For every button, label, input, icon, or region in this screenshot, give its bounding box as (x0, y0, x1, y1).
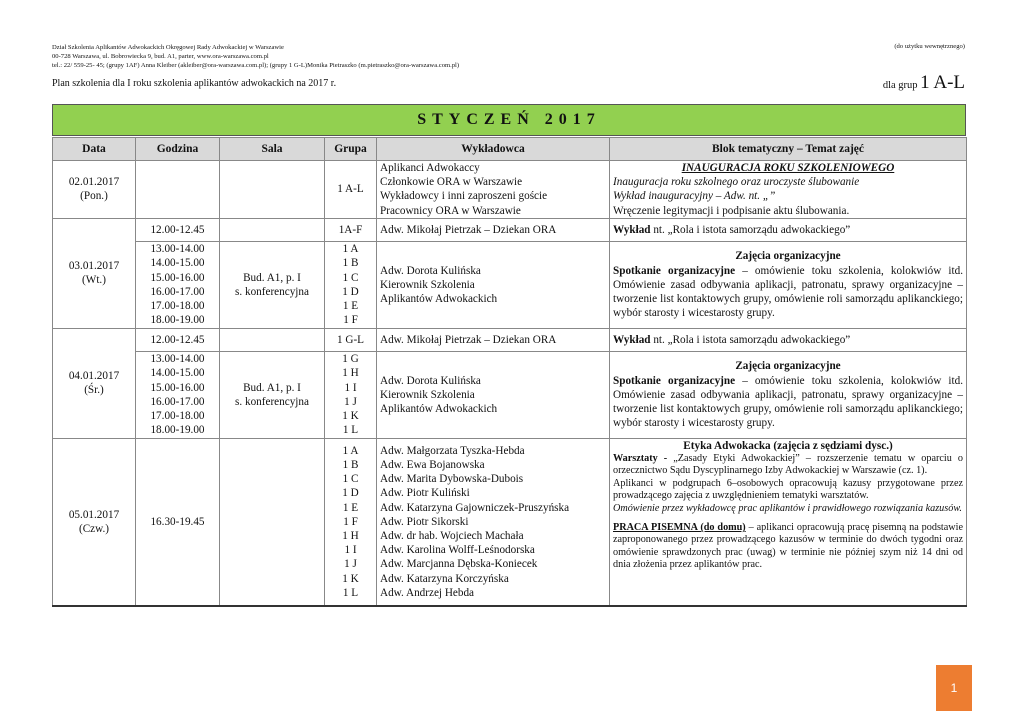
date-value: 03.01.2017 (68, 260, 120, 273)
topic-cell (610, 241, 967, 328)
group-cell: 1 A-L (325, 161, 377, 219)
topic-cell (610, 438, 967, 606)
lecturer-line: Kierownik Szkolenia (380, 388, 475, 401)
group-item: 1 B (342, 458, 359, 471)
group-cell (325, 241, 377, 328)
topic-bold: Wykład (613, 223, 651, 236)
group-item: 1 A (342, 444, 359, 457)
group-item: 1 J (344, 558, 357, 571)
lecturer-line: Adw. Karolina Wolff-Leśnodorska (380, 544, 535, 557)
room-cell (220, 328, 325, 351)
lecturer-cell (377, 438, 610, 606)
group-item: 1 F (343, 515, 358, 528)
lecturer-line: Adw. Katarzyna Gajowniczek-Pruszyńska (380, 501, 570, 514)
time-slot: 15.00-16.00 (150, 271, 205, 284)
topic-bold: Spotkanie organizacyjne (613, 264, 736, 277)
written-paper-label: PRACA PISEMNA (do domu) (613, 522, 746, 534)
group-item: 1 K (342, 572, 359, 585)
lecturer-line: Pracownicy ORA w Warszawie (380, 204, 521, 217)
weekday-value: (Czw.) (78, 522, 110, 535)
group-item: 1 K (342, 410, 359, 423)
lecturer-line: Adw. Marita Dybowska-Dubois (380, 473, 524, 486)
table-row (53, 351, 967, 438)
group-item: 1 L (342, 586, 359, 599)
topic-cell (610, 351, 967, 438)
col-header-room: Sala (220, 138, 325, 161)
lecturer-line: Adw. Piotr Kuliński (380, 487, 470, 500)
lecturer-line: Adw. Dorota Kulińska (380, 264, 481, 277)
room-cell (220, 438, 325, 606)
group-item: 1 A (342, 243, 359, 256)
col-header-group: Grupa (325, 138, 377, 161)
room-line: Bud. A1, p. I (243, 271, 301, 284)
schedule-table (52, 137, 967, 607)
groups-label (883, 72, 965, 94)
time-cell (136, 161, 220, 219)
lecturer-line: Adw. dr hab. Wojciech Machała (380, 529, 524, 542)
time-cell: 16.30-19.45 (136, 438, 220, 606)
room-line: s. konferencyjna (235, 395, 309, 408)
topic-text: nt. „Rola i istota samorządu adwokackiego” (650, 223, 851, 236)
lecturer-cell (377, 351, 610, 438)
topic-line: Inauguracja roku szkolnego oraz uroczyste ślubowanie (613, 176, 860, 189)
lecturer-line: Adw. Piotr Sikorski (380, 515, 469, 528)
lecturer-line: Kierownik Szkolenia (380, 278, 475, 291)
workshop-paragraph (613, 453, 963, 478)
time-slot: 14.00-15.00 (150, 367, 205, 380)
room-line: s. konferencyjna (235, 285, 309, 298)
topic-line: Wręczenie legitymacji i podpisanie aktu ślubowania. (613, 204, 850, 217)
lecturer-line: Aplikantów Adwokackich (380, 292, 498, 305)
topic-cell (610, 328, 967, 351)
paragraph-spacer (613, 515, 963, 522)
date-cell (53, 161, 136, 219)
time-cell (136, 241, 220, 328)
lecturer-line: Adw. Ewa Bojanowska (380, 458, 485, 471)
topic-cell (610, 218, 967, 241)
plan-title: Plan szkolenia dla I roku szkolenia aplikantów adwokackich na 2017 r. (52, 78, 337, 89)
weekday-value: (Śr.) (84, 384, 104, 397)
lecturer-line: Adw. Andrzej Hebda (380, 586, 475, 599)
topic-cell (610, 161, 967, 219)
table-header-row (53, 138, 967, 161)
lecturer-line: Wykładowcy i inni zaproszeni goście (380, 190, 548, 203)
group-item: 1 D (342, 487, 359, 500)
table-row (53, 161, 967, 219)
topic-text: – omówienie toku szkolenia, kolokwiów itd. Omówienie zasad odbywania aplikacji, patronatu, sprawy organizacyjne – tworzenie list kontaktowych grupy, omówienie roli samorządu aplikanckiego; wybór starosty i wicestarosty grupy. (613, 374, 963, 430)
internal-use-note: (do użytku wewnętrznego) (894, 43, 965, 50)
group-item: 1 L (342, 424, 359, 437)
group-item: 1 F (343, 314, 358, 327)
group-cell: 1A-F (325, 218, 377, 241)
date-value: 04.01.2017 (68, 370, 120, 383)
topic-bold: Spotkanie organizacyjne (613, 374, 736, 387)
header-line-1: Dział Szkolenia Aplikantów Adwokackich Okręgowej Rady Adwokackiej w Warszawie (52, 44, 284, 51)
topic-bold: Wykład (613, 333, 651, 346)
workshop-label: Warsztaty - (613, 453, 668, 465)
page-number: 1 (936, 665, 972, 711)
topic-text: nt. „Rola i istota samorządu adwokackiego” (650, 333, 851, 346)
table-row (53, 241, 967, 328)
weekday-value: (Pon.) (80, 190, 108, 203)
group-item: 1 D (342, 285, 359, 298)
month-banner: STYCZEŃ 2017 (52, 104, 966, 136)
lecturer-line: Adw. Małgorzata Tyszka-Hebda (380, 444, 525, 457)
table-row (53, 328, 967, 351)
group-item: 1 B (342, 257, 359, 270)
time-slot: 18.00-19.00 (150, 314, 205, 327)
group-item: 1 H (342, 529, 359, 542)
lecturer-cell (377, 161, 610, 219)
group-item: 1 G (342, 353, 359, 366)
lecturer-line: Adw. Marcjanna Dębska-Koniecek (380, 558, 538, 571)
topic-paragraph (613, 264, 963, 321)
topic-title: INAUGURACJA ROKU SZKOLENIOWEGO (681, 162, 895, 174)
group-cell: 1 G-L (325, 328, 377, 351)
table-row (53, 218, 967, 241)
room-cell (220, 218, 325, 241)
group-cell (325, 438, 377, 606)
topic-line: Wykład inauguracyjny – Adw. nt. „” (613, 190, 776, 203)
topic-text: – omówienie toku szkolenia, kolokwiów itd. Omówienie zasad odbywania aplikacji, patronatu, sprawy organizacyjne – tworzenie list kontaktowych grupy, omówienie roli samorządu aplikanckiego; wybór starosty i wicestarosty grupy. (613, 264, 963, 320)
lecturer-line: Aplikanci Adwokaccy (380, 162, 480, 174)
table-row (53, 438, 967, 606)
time-slot: 15.00-16.00 (150, 381, 205, 394)
lecturer-line: Członkowie ORA w Warszawie (380, 176, 523, 189)
col-header-time: Godzina (136, 138, 220, 161)
lecturer-line: Aplikantów Adwokackich (380, 402, 498, 415)
groups-prefix: dla grup (882, 80, 918, 91)
room-cell (220, 351, 325, 438)
lecturer-cell (377, 241, 610, 328)
lecturer-line: Adw. Katarzyna Korczyńska (380, 572, 509, 585)
date-value: 05.01.2017 (68, 508, 120, 521)
group-item: 1 E (342, 300, 359, 313)
topic-paragraph: Aplikanci w podgrupach 6–osobowych opracowują kazusy przygotowane przez prowadzącego zajęcia z uwzględnieniem tematyki warsztatów. (613, 477, 963, 502)
group-item: 1 I (344, 544, 357, 557)
col-header-date: Data (53, 138, 136, 161)
group-cell (325, 351, 377, 438)
header-line-2: 00-728 Warszawa, ul. Bobrowiecka 9, bud. A1, parter, www.ora-warszawa.com.pl (52, 53, 269, 60)
time-slot: 16.00-17.00 (150, 395, 205, 408)
weekday-value: (Wt.) (82, 274, 106, 287)
written-paper-text: – aplikanci opracowują pracę pisemną na podstawie zaproponowanego przez prowadzącego kazusów w terminie do dwóch tygodni oraz omówienie sprawdzonych prac (uwag) w terminie nie później szym niż 14 dni od dnia złożenia przez aplikantów prac. (613, 522, 963, 571)
date-value: 02.01.2017 (68, 176, 120, 189)
date-cell (53, 218, 136, 328)
time-slot: 18.00-19.00 (150, 424, 205, 437)
topic-paragraph (613, 374, 963, 431)
written-paper-paragraph (613, 522, 963, 572)
date-cell (53, 438, 136, 606)
lecturer-line: Adw. Dorota Kulińska (380, 374, 481, 387)
col-header-lecturer: Wykładowca (377, 138, 610, 161)
header-line-3: tel.: 22/ 559-25- 45; (grupy 1AF) Anna Kleiber (akleiber@ora-warszawa.com.pl); (grupy 1 G-L)Monika Pietraszko (m.pietraszko@ora-warszawa.com.pl) (52, 62, 460, 69)
time-cell (136, 351, 220, 438)
time-slot: 13.00-14.00 (150, 353, 205, 366)
date-cell (53, 328, 136, 438)
topic-paragraph: Omówienie przez wykładowcę prac aplikantów i prawidłowego rozwiązania kazusów. (613, 502, 962, 514)
room-line: Bud. A1, p. I (243, 381, 301, 394)
group-item: 1 J (344, 395, 357, 408)
group-item: 1 C (342, 271, 359, 284)
group-item: 1 C (342, 473, 359, 486)
time-cell: 12.00-12.45 (136, 218, 220, 241)
lecturer-cell: Adw. Mikołaj Pietrzak – Dziekan ORA (377, 328, 610, 351)
topic-title: Zajęcia organizacyjne (735, 250, 841, 263)
room-cell (220, 241, 325, 328)
time-slot: 17.00-18.00 (150, 300, 205, 313)
room-cell (220, 161, 325, 219)
time-slot: 14.00-15.00 (150, 257, 205, 270)
time-slot: 13.00-14.00 (150, 243, 205, 256)
workshop-text: „Zasady Etyki Adwokackiej” – rozszerzenie tematu w oparciu o orzecznictwo Sądu Dyscyplinarnego Izby Adwokackiej w Warszawie (cz. 1). (613, 453, 964, 477)
group-item: 1 I (344, 381, 357, 394)
group-item: 1 H (342, 367, 359, 380)
group-item: 1 E (342, 501, 359, 514)
col-header-topic: Blok tematyczny – Temat zajęć (610, 138, 967, 161)
groups-value: 1 A-L (920, 72, 965, 93)
topic-title: Zajęcia organizacyjne (735, 360, 841, 373)
time-cell: 12.00-12.45 (136, 328, 220, 351)
time-slot: 16.00-17.00 (150, 285, 205, 298)
lecturer-cell: Adw. Mikołaj Pietrzak – Dziekan ORA (377, 218, 610, 241)
topic-title: Etyka Adwokacka (zajęcia z sędziami dysc.) (683, 439, 893, 452)
time-slot: 17.00-18.00 (150, 410, 205, 423)
